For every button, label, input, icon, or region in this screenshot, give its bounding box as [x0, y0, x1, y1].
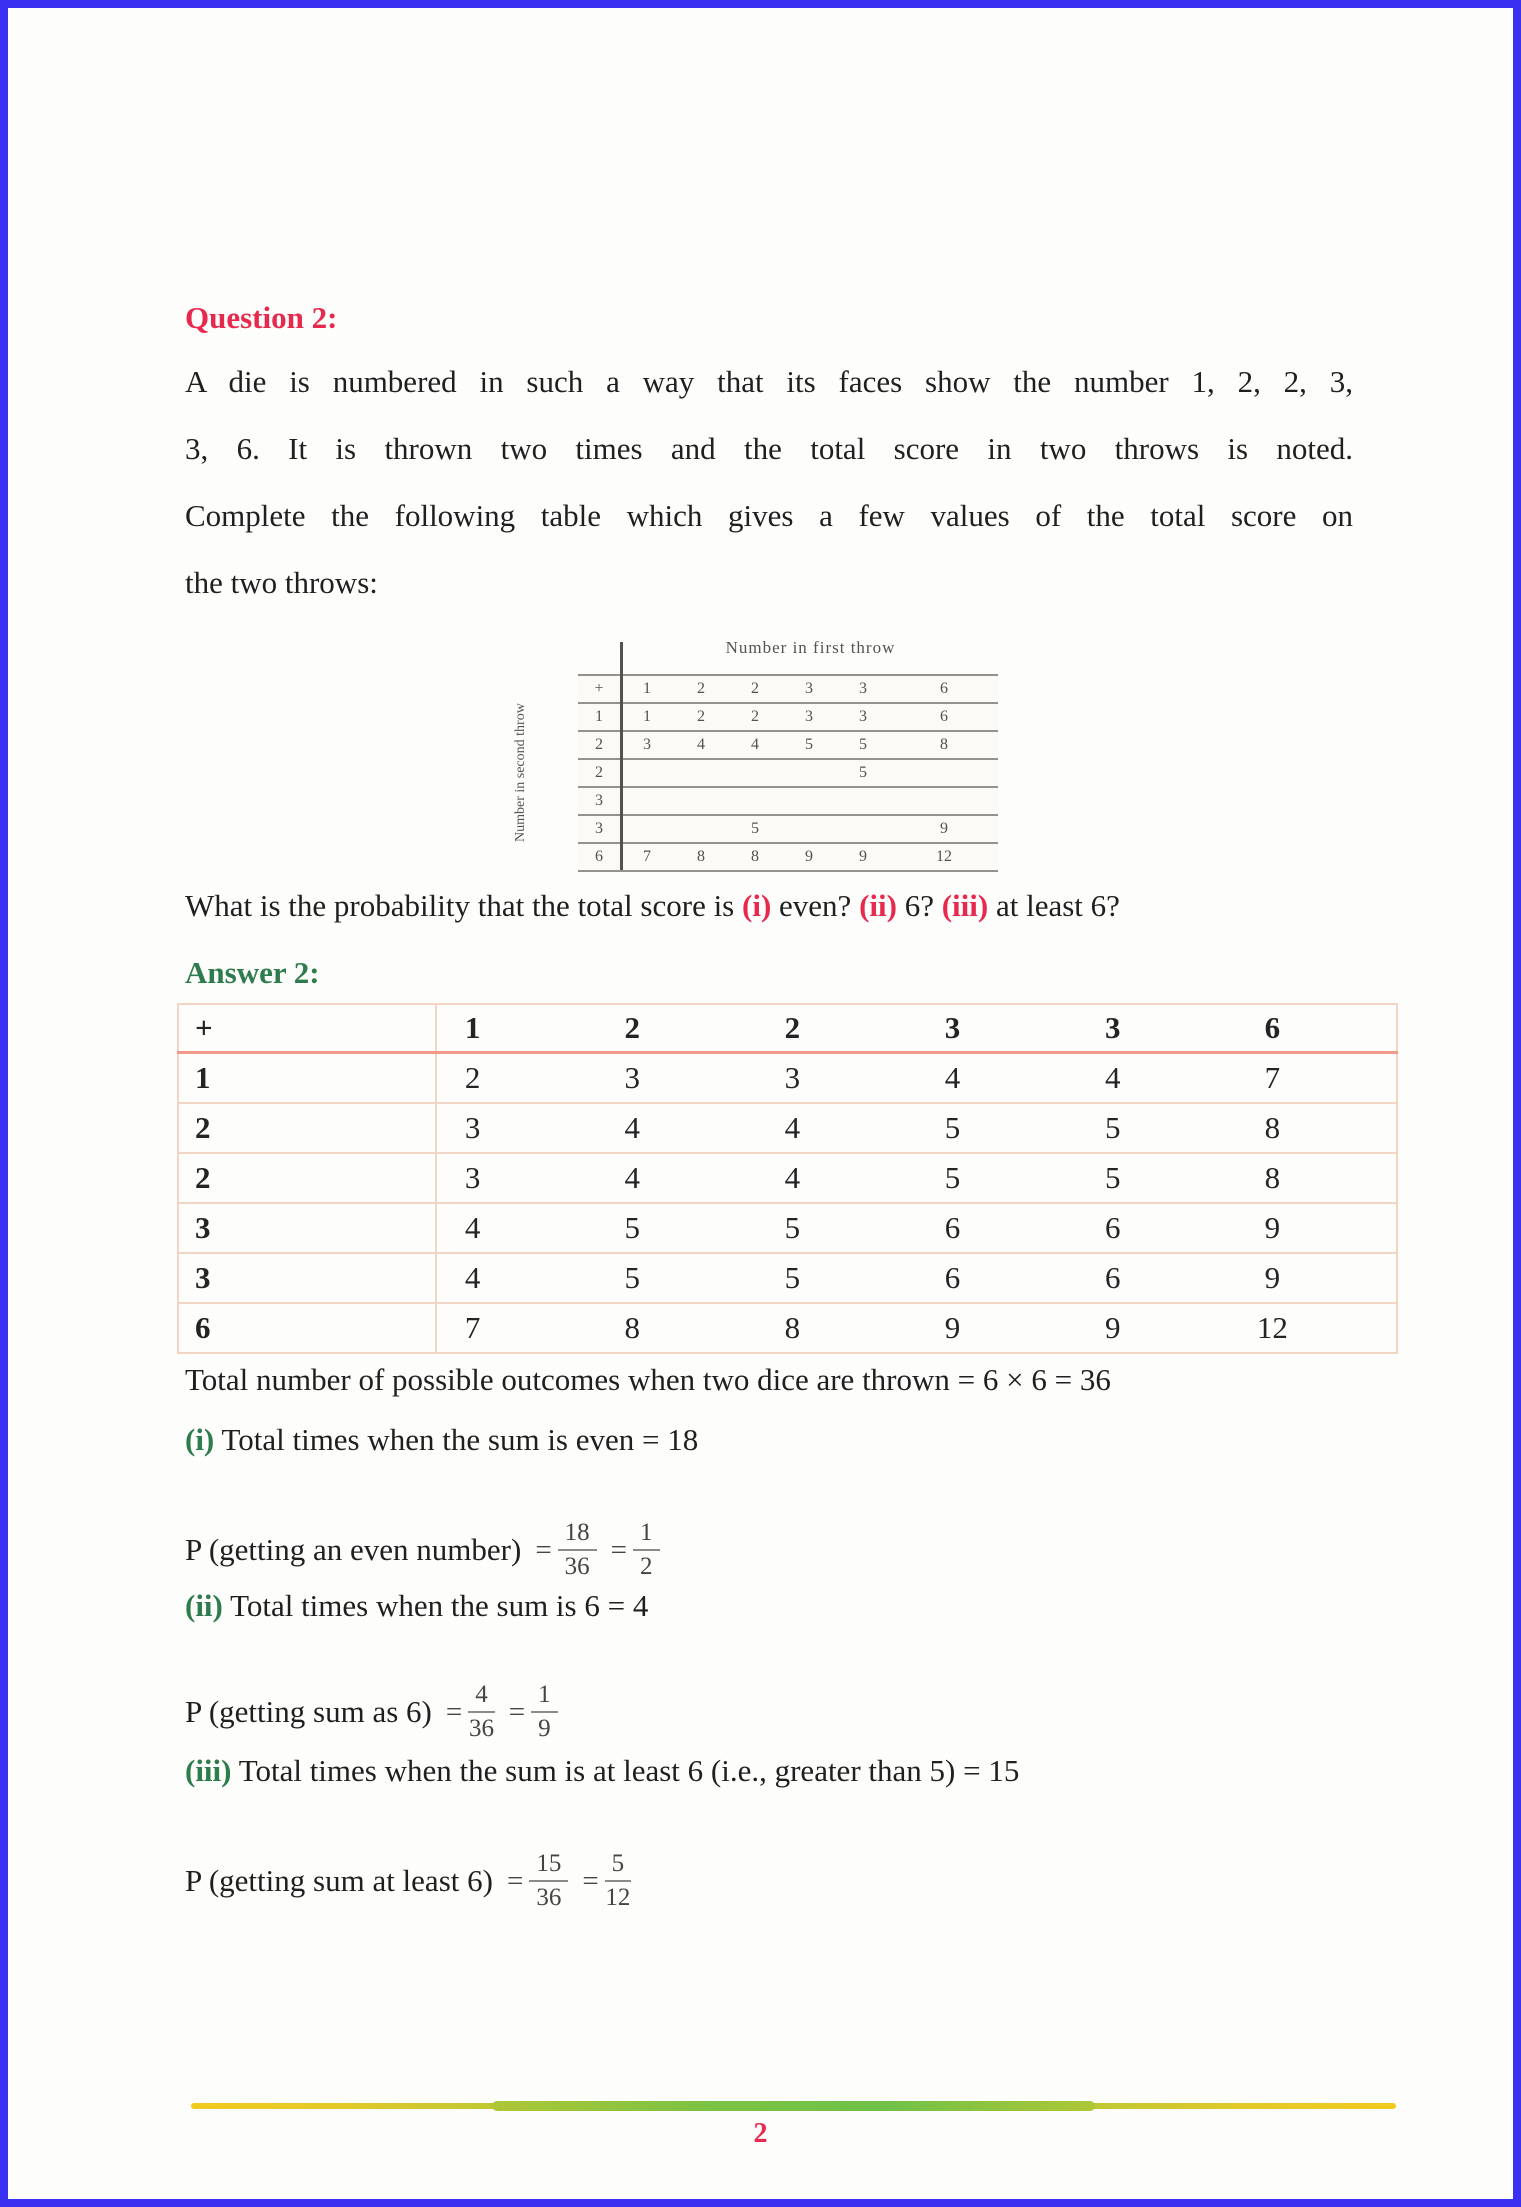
row-header-cell: 3 [578, 787, 620, 815]
answer-item-i [185, 1420, 1385, 1460]
probability-even-line [185, 1502, 660, 1598]
table-row [578, 787, 998, 815]
equals-sign: = [506, 1864, 524, 1897]
roman-ii-label: (ii) [859, 888, 897, 923]
row-header-cell: 6 [178, 1303, 436, 1353]
table-row [578, 703, 998, 731]
answer-item-iii [185, 1751, 1385, 1791]
scan-header-row [578, 675, 998, 703]
column-header-cell: 2 [728, 675, 782, 703]
value-cell: 5 [728, 815, 782, 843]
value-cell: 3 [436, 1103, 596, 1153]
row-header-cell: 2 [578, 731, 620, 759]
fraction [531, 1681, 558, 1743]
value-cell: 8 [756, 1303, 916, 1353]
value-cell: 5 [756, 1203, 916, 1253]
table-row [178, 1053, 1397, 1104]
value-cell [782, 815, 836, 843]
table-row [178, 1253, 1397, 1303]
value-cell: 7 [620, 843, 674, 871]
value-cell: 9 [890, 815, 998, 843]
footer-decorative-rule [191, 2103, 1396, 2109]
value-cell: 4 [728, 731, 782, 759]
value-cell: 8 [728, 843, 782, 871]
prompt-text: even? [771, 888, 860, 923]
value-cell [836, 787, 890, 815]
column-header-cell: 3 [836, 675, 890, 703]
column-header-cell: 1 [620, 675, 674, 703]
value-cell: 8 [1237, 1153, 1397, 1203]
row-header-cell: 3 [578, 815, 620, 843]
value-cell [728, 787, 782, 815]
value-cell: 12 [1237, 1303, 1397, 1353]
value-cell: 8 [674, 843, 728, 871]
row-header-cell: 2 [178, 1103, 436, 1153]
answer-heading: Answer 2: [185, 955, 320, 990]
probability-text: P (getting sum as 6) [185, 1694, 432, 1729]
table-row [578, 759, 998, 787]
value-cell: 4 [596, 1153, 756, 1203]
value-cell: 6 [916, 1203, 1076, 1253]
column-header-cell: 1 [436, 1004, 596, 1053]
total-outcomes-line: Total number of possible outcomes when two dice are thrown = 6 × 6 = 36 [185, 1362, 1111, 1397]
fraction-denominator: 36 [564, 1553, 590, 1580]
table-row [178, 1103, 1397, 1153]
probability-six-line [185, 1664, 558, 1760]
value-cell: 1 [620, 703, 674, 731]
value-cell: 2 [728, 703, 782, 731]
corner-cell: + [178, 1004, 436, 1053]
roman-ii-label: (ii) [185, 1588, 223, 1623]
roman-i-label: (i) [185, 1422, 215, 1457]
fraction-numerator: 5 [605, 1850, 632, 1882]
fraction-numerator: 1 [633, 1519, 660, 1551]
value-cell [782, 759, 836, 787]
value-cell: 9 [1237, 1253, 1397, 1303]
scan-table-vertical-rule [620, 642, 623, 870]
value-cell: 5 [916, 1153, 1076, 1203]
value-cell: 3 [436, 1153, 596, 1203]
value-cell: 8 [890, 731, 998, 759]
scan-table [578, 674, 998, 872]
row-header-cell: 1 [578, 703, 620, 731]
fraction-numerator: 15 [529, 1850, 568, 1882]
table-row [578, 843, 998, 871]
paragraph-line: Complete the following table which gives a few values of the total score on [185, 498, 1353, 533]
value-cell [674, 787, 728, 815]
value-cell [620, 787, 674, 815]
value-cell: 5 [596, 1253, 756, 1303]
table-row [178, 1153, 1397, 1203]
column-header-cell: 2 [756, 1004, 916, 1053]
value-cell: 5 [1077, 1153, 1237, 1203]
fraction [529, 1850, 568, 1912]
fraction-numerator: 1 [531, 1681, 558, 1713]
answer-score-table [177, 1003, 1398, 1354]
fraction-denominator: 36 [536, 1884, 562, 1911]
value-cell: 9 [916, 1303, 1076, 1353]
value-cell: 2 [674, 703, 728, 731]
paragraph-line: 3, 6. It is thrown two times and the total score in two throws is noted. [185, 431, 1353, 466]
fraction [605, 1850, 632, 1912]
column-header-cell: 6 [890, 675, 998, 703]
column-header-cell: 2 [674, 675, 728, 703]
value-cell [782, 787, 836, 815]
prompt-text: 6? [896, 888, 942, 923]
column-header-cell: 3 [916, 1004, 1076, 1053]
value-cell: 9 [1237, 1203, 1397, 1253]
page-number: 2 [753, 2118, 768, 2149]
value-cell: 5 [836, 759, 890, 787]
answer-item-ii [185, 1586, 1385, 1626]
row-header-cell: 3 [178, 1253, 436, 1303]
value-cell: 3 [782, 703, 836, 731]
prompt-text: at least 6? [988, 888, 1120, 923]
value-cell: 4 [1077, 1053, 1237, 1104]
value-cell [674, 815, 728, 843]
value-cell [620, 759, 674, 787]
table-row [578, 731, 998, 759]
value-cell: 8 [1237, 1103, 1397, 1153]
value-cell: 4 [436, 1253, 596, 1303]
value-cell: 9 [1077, 1303, 1237, 1353]
item-text: Total times when the sum is at least 6 (i.e., greater than 5) = 15 [231, 1753, 1020, 1788]
scan-table-title: Number in first throw [725, 638, 896, 657]
value-cell: 9 [782, 843, 836, 871]
question-prompt-line [185, 886, 1385, 926]
value-cell [836, 815, 890, 843]
value-cell [620, 815, 674, 843]
value-cell: 3 [620, 731, 674, 759]
row-header-cell: 1 [178, 1053, 436, 1104]
value-cell [890, 787, 998, 815]
roman-iii-label: (iii) [941, 888, 989, 923]
fraction-numerator: 18 [558, 1519, 597, 1551]
value-cell: 5 [596, 1203, 756, 1253]
value-cell: 8 [596, 1303, 756, 1353]
row-header-cell: 3 [178, 1203, 436, 1253]
probability-text: P (getting sum at least 6) [185, 1863, 493, 1898]
value-cell: 4 [756, 1103, 916, 1153]
equals-sign: = [535, 1533, 552, 1566]
value-cell: 2 [436, 1053, 596, 1104]
value-cell [728, 759, 782, 787]
equals-sign: = [610, 1533, 628, 1566]
value-cell: 4 [674, 731, 728, 759]
value-cell: 5 [836, 731, 890, 759]
question-heading: Question 2: [185, 300, 338, 335]
row-header-cell: 2 [178, 1153, 436, 1203]
value-cell: 7 [1237, 1053, 1397, 1104]
scan-table-side-label: Number in second throw [513, 703, 528, 843]
value-cell: 6 [1077, 1253, 1237, 1303]
probability-text: P (getting an even number) [185, 1532, 522, 1567]
value-cell: 6 [1077, 1203, 1237, 1253]
probability-atleast-line [185, 1833, 631, 1929]
value-cell: 4 [436, 1203, 596, 1253]
value-cell: 5 [916, 1103, 1076, 1153]
equals-sign: = [508, 1695, 526, 1728]
column-header-cell: 3 [1077, 1004, 1237, 1053]
table-row [178, 1203, 1397, 1253]
value-cell [890, 759, 998, 787]
column-header-cell: 2 [596, 1004, 756, 1053]
column-header-cell: 3 [782, 675, 836, 703]
value-cell: 6 [916, 1253, 1076, 1303]
fraction-numerator: 4 [468, 1681, 495, 1713]
table-row [178, 1303, 1397, 1353]
equals-sign: = [582, 1864, 599, 1897]
roman-iii-label: (iii) [185, 1753, 232, 1788]
fraction [468, 1681, 495, 1743]
value-cell: 3 [596, 1053, 756, 1104]
fraction [633, 1519, 660, 1581]
column-header-cell: 6 [1237, 1004, 1397, 1053]
question-paragraph [185, 348, 1353, 616]
value-cell: 5 [1077, 1103, 1237, 1153]
value-cell: 5 [782, 731, 836, 759]
value-cell: 5 [756, 1253, 916, 1303]
equals-sign: = [445, 1695, 463, 1728]
value-cell [674, 759, 728, 787]
value-cell: 4 [756, 1153, 916, 1203]
paragraph-line: A die is numbered in such a way that its faces show the number 1, 2, 2, 3, [185, 364, 1353, 399]
value-cell: 3 [836, 703, 890, 731]
value-cell: 4 [596, 1103, 756, 1153]
row-header-cell: 2 [578, 759, 620, 787]
row-header-cell: 6 [578, 843, 620, 871]
fraction-denominator: 12 [605, 1884, 631, 1911]
fraction-denominator: 2 [640, 1553, 653, 1580]
prompt-text: What is the probability that the total score is [185, 888, 743, 923]
scanned-score-table-figure [513, 638, 1013, 880]
roman-i-label: (i) [742, 888, 772, 923]
value-cell: 7 [436, 1303, 596, 1353]
item-text: Total times when the sum is even = 18 [214, 1422, 699, 1457]
fraction [558, 1519, 597, 1581]
value-cell: 4 [916, 1053, 1076, 1104]
table-row [578, 815, 998, 843]
value-cell: 12 [890, 843, 998, 871]
fraction-denominator: 36 [468, 1715, 494, 1742]
answer-table-header-row [178, 1004, 1397, 1053]
corner-cell: + [578, 675, 620, 703]
value-cell: 9 [836, 843, 890, 871]
fraction-denominator: 9 [538, 1715, 551, 1742]
value-cell: 6 [890, 703, 998, 731]
paragraph-line: the two throws: [185, 565, 378, 600]
value-cell: 3 [756, 1053, 916, 1104]
item-text: Total times when the sum is 6 = 4 [222, 1588, 649, 1623]
